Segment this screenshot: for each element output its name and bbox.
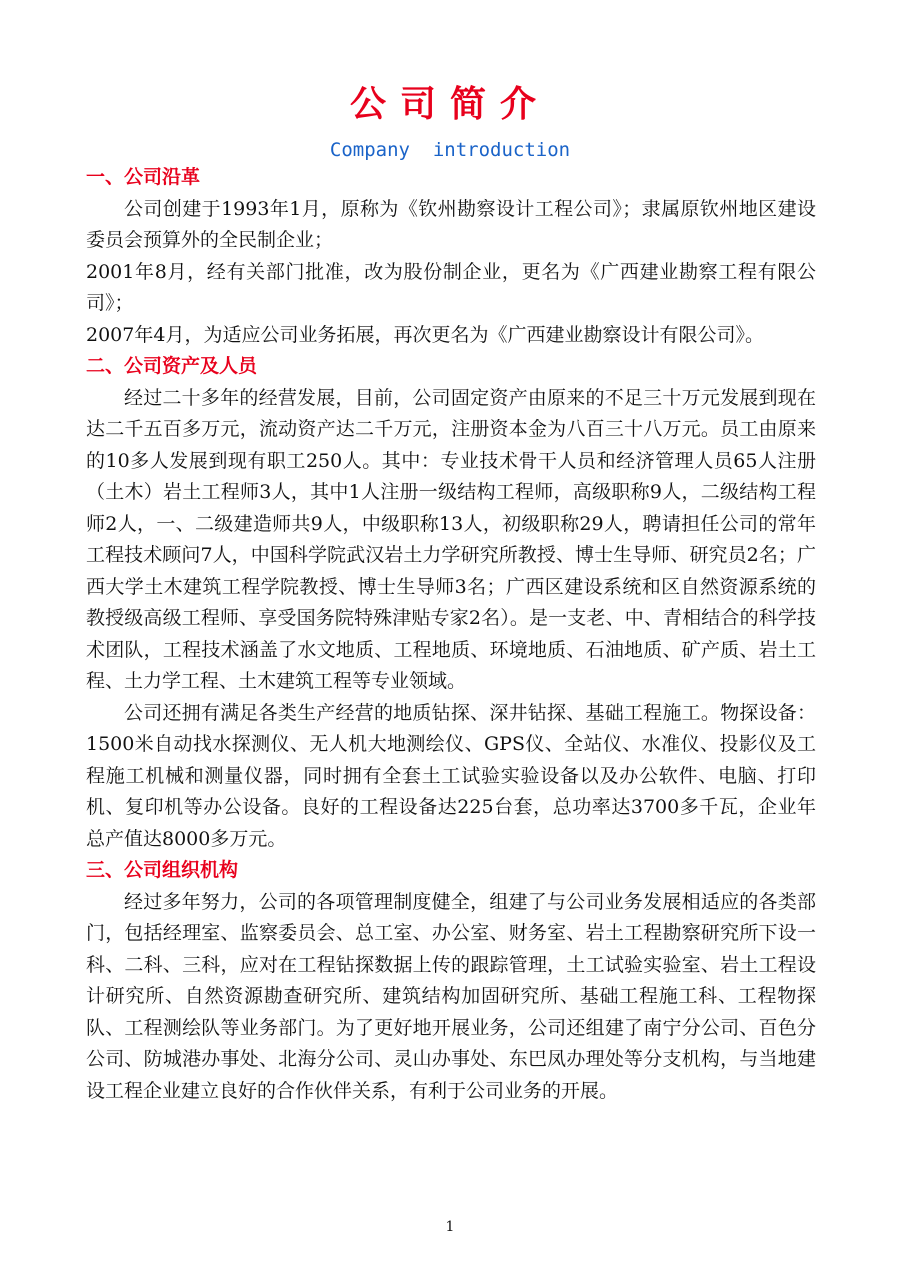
section-organization [86,855,816,1107]
paragraph: 经过二十多年的经营发展，目前，公司固定资产由原来的不足三十万元发展到现在达二千五百多万元，流动资产达二千万元，注册资本金为八百三十八万元。员工由原来的10多人发展到现有职工250人。其中：专业技术骨干人员和经济管理人员65人注册（土木）岩土工程师3人，其中1人注册一级结构工程师，高级职称9人，二级结构工程师2人，一、二级建造师共9人，中级职称13人，初级职称29人，聘请担任公司的常年工程技术顾问7人，中国科学院武汉岩土力学研究所教授、博士生导师、研究员2名；广西大学土木建筑工程学院教授、博士生导师3名；广西区建设系统和区自然资源系统的教授级高级工程师、享受国务院特殊津贴专家2名）。是一支老、中、青相结合的科学技术团队，工程技术涵盖了水文地质、工程地质、环境地质、石油地质、矿产质、岩土工程、土力学工程、土木建筑工程等专业领域。 [86,386,816,692]
section-heading: 二、公司资产及人员 [86,355,258,377]
paragraph: 2007年4月，为适应公司业务拓展，再次更名为《广西建业勘察设计有限公司》。 [86,323,764,346]
paragraph: 公司创建于1993年1月，原称为《钦州勘察设计工程公司》；隶属原钦州地区建设委员会预算外的全民制企业； [86,197,816,251]
section-assets-staff [86,351,816,855]
document-body [86,162,816,1107]
page-number: 1 [445,1219,455,1235]
paragraph: 2001年8月，经有关部门批准，改为股份制企业，更名为《广西建业勘察工程有限公司》； [86,260,816,314]
section-history [86,162,816,351]
paragraph: 经过多年努力，公司的各项管理制度健全，组建了与公司业务发展相适应的各类部门，包括经理室、监察委员会、总工室、办公室、财务室、岩土工程勘察研究所下设一科、二科、三科，应对在工程钻探数据上传的跟踪管理，土工试验实验室、岩土工程设计研究所、自然资源勘查研究所、建筑结构加固研究所、基础工程施工科、工程物探队、工程测绘队等业务部门。为了更好地开展业务，公司还组建了南宁分公司、百色分公司、防城港办事处、北海分公司、灵山办事处、东巴凤办理处等分支机构，与当地建设工程企业建立良好的合作伙伴关系，有利于公司业务的开展。 [86,890,816,1102]
section-heading: 一、公司沿革 [86,166,201,188]
page-subtitle: Company introduction [329,139,571,161]
section-heading: 三、公司组织机构 [86,859,239,881]
paragraph: 公司还拥有满足各类生产经营的地质钻探、深井钻探、基础工程施工。物探设备：1500米自动找水探测仪、无人机大地测绘仪、GPS仪、全站仪、水准仪、投影仪及工程施工机械和测量仪器，同时拥有全套土工试验实验设备以及办公软件、电脑、打印机、复印机等办公设备。良好的工程设备达225台套，总功率达3700多千瓦，企业年总产值达8000多万元。 [86,701,816,850]
page-title: 公司简介 [349,83,550,125]
